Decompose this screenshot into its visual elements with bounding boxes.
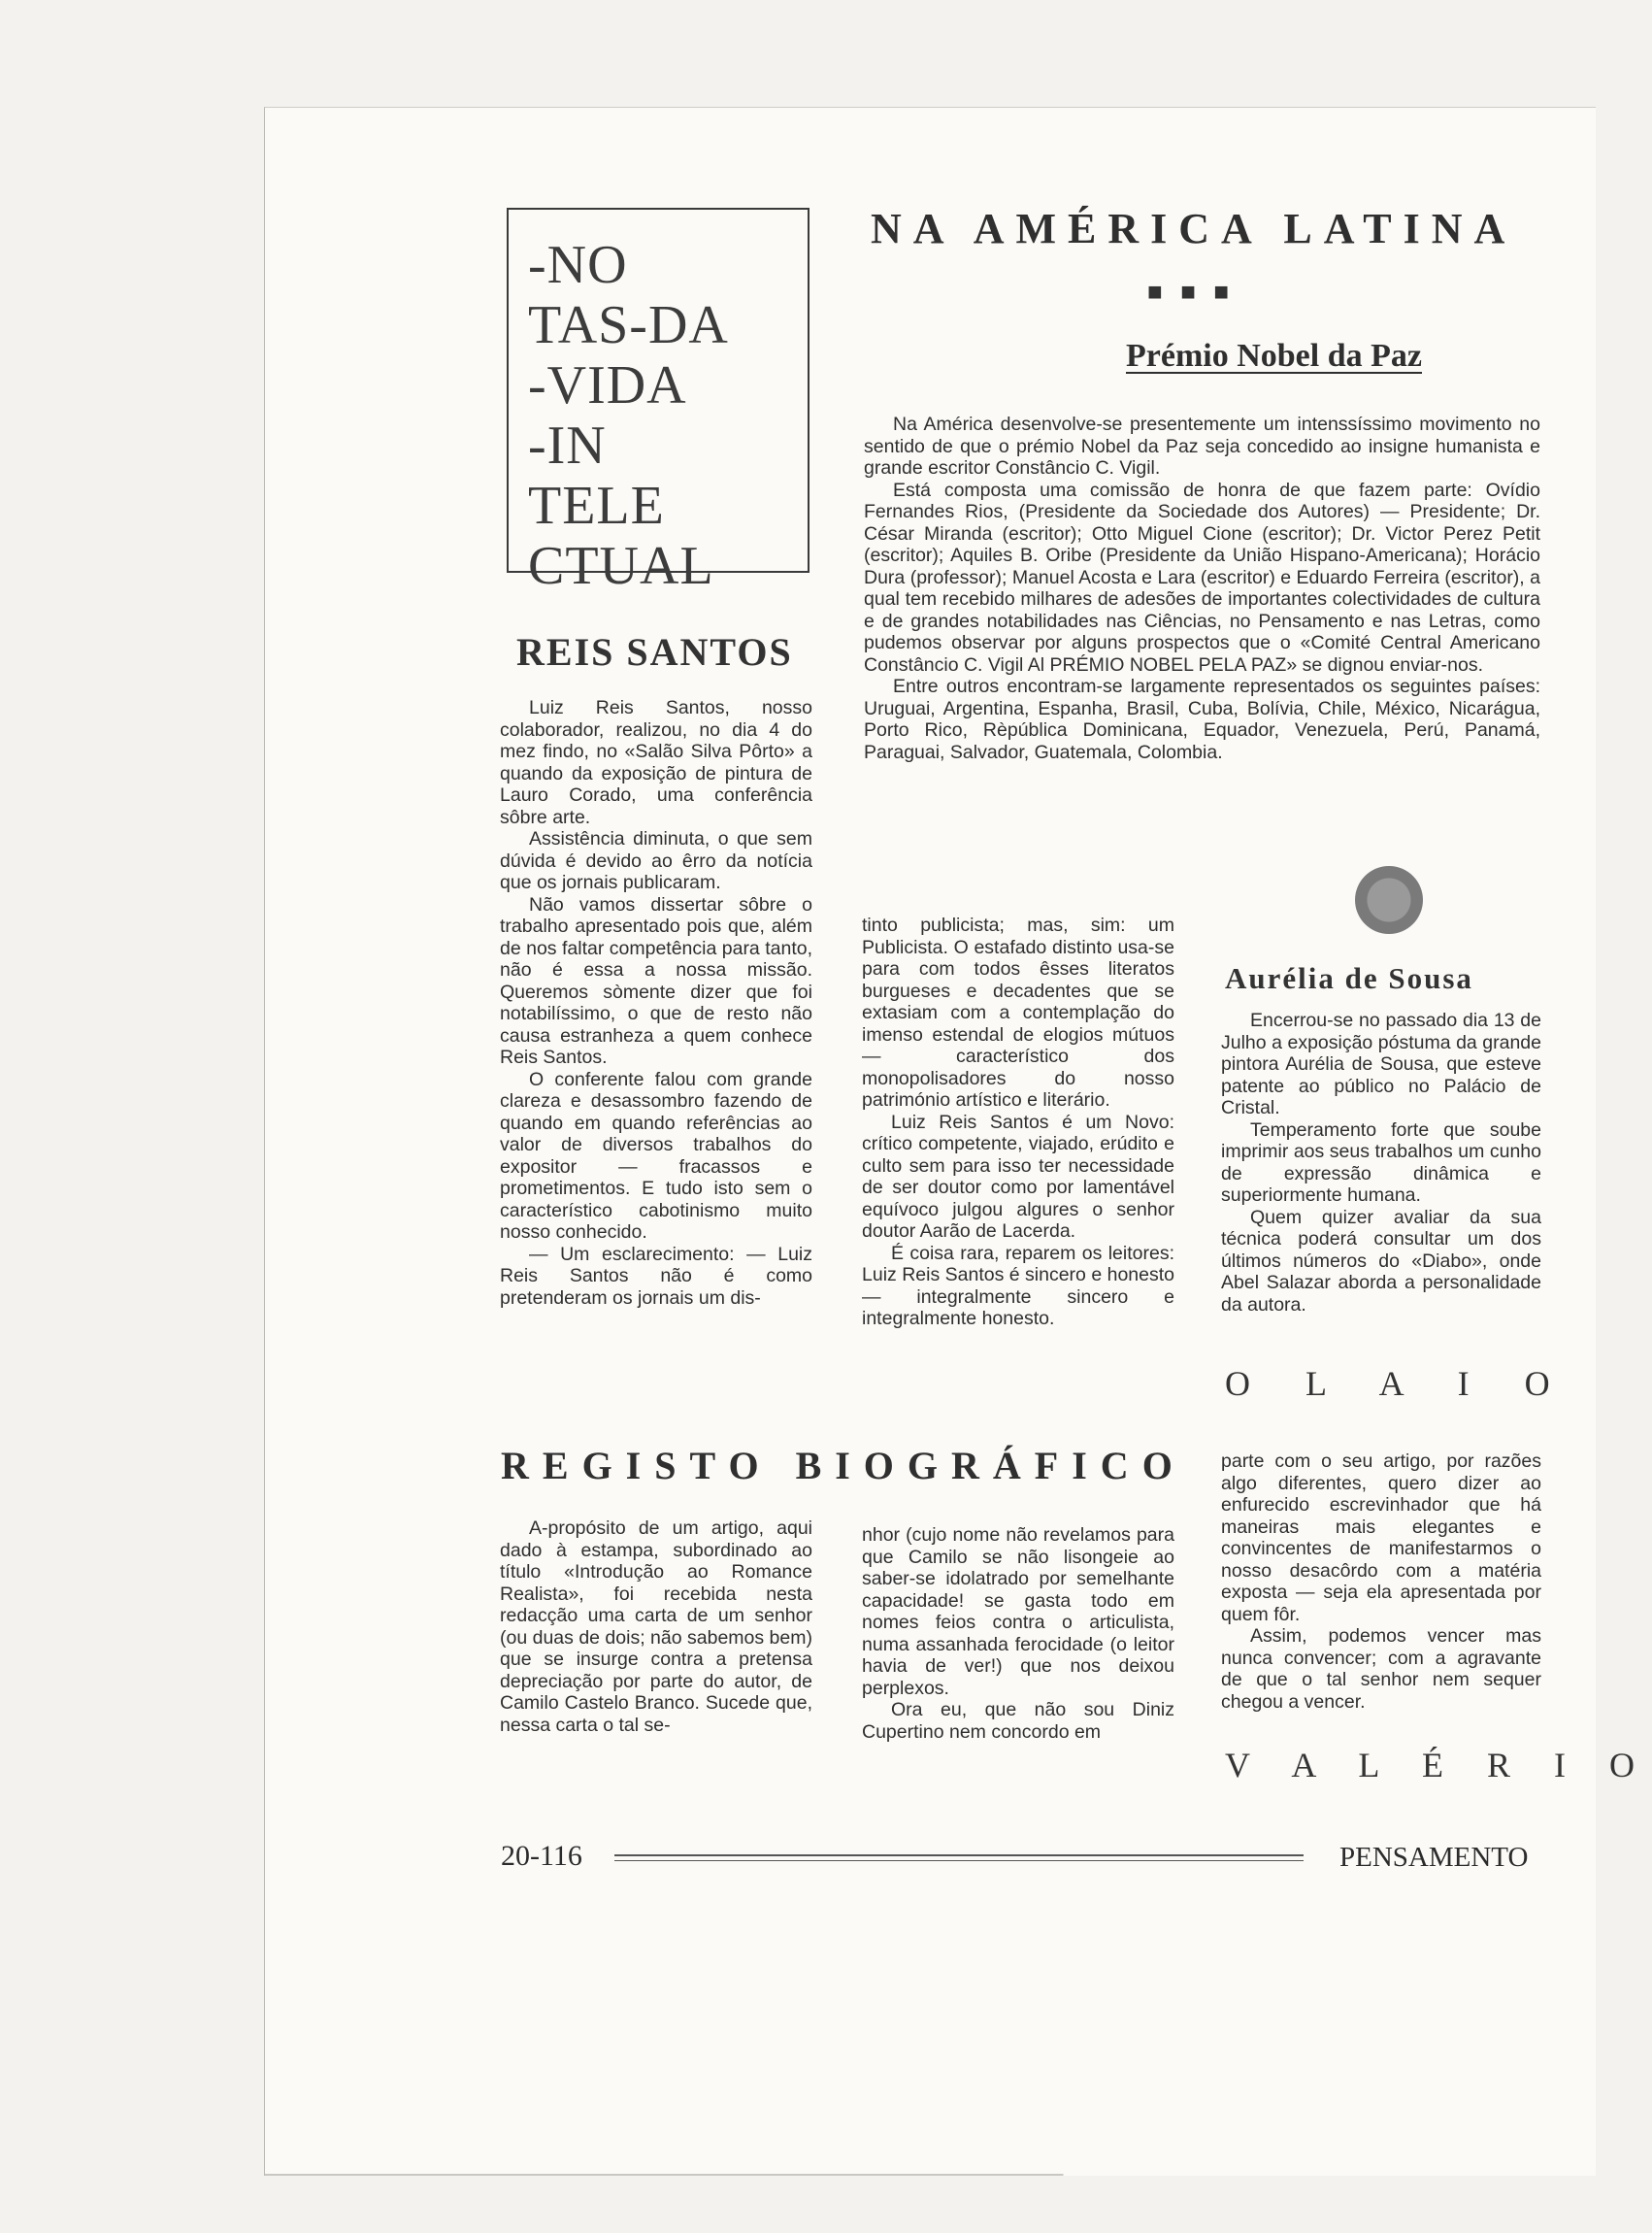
column-title-box: [507, 208, 809, 596]
reis-santos-column-1: [500, 697, 812, 1309]
paragraph: Entre outros encontram-se largamente representados os seguintes países: Uruguai, Argentina, Espanha, Brasil, Cuba, Bolívia, Chile, México, Nicarágua, Porto Rico, Rèpública Dominicana, Equador, Venezuela, Perú, Panamá, Paraguai, Salvador, Guatemala, Colombia.: [864, 676, 1540, 763]
paragraph: A-propósito de um artigo, aqui dado à estampa, subordinado ao título «Introdução ao Romance Realista», foi recebida nesta redacção uma carta de um senhor (ou duas de dois; não sabemos bem) que se insurge contra a pretensa depreciação por parte do autor, de Camilo Castelo Branco. Sucede que, nessa carta o tal se-: [500, 1517, 812, 1736]
column-title-line: -IN: [528, 416, 607, 476]
paragraph: Temperamento forte que soube imprimir aos seus trabalhos um cunho de expressão dinâmica e superiormente humana.: [1221, 1118, 1541, 1206]
circle-ornament: [1355, 866, 1423, 934]
registo-column-1: [500, 1517, 812, 1736]
paragraph: Encerrou-se no passado dia 13 de Julho a exposição póstuma da grande pintora Aurélia de Sousa, que esteve patente ao público no Palácio de Cristal.: [1221, 1010, 1541, 1118]
america-latina-body: [864, 414, 1540, 763]
aurelia-heading: Aurélia de Sousa: [1225, 961, 1473, 995]
paragraph: Ora eu, que não sou Diniz Cupertino nem concordo em: [862, 1699, 1174, 1743]
paragraph: Está composta uma comissão de honra de que fazem parte: Ovídio Fernandes Rios, (Presidente da Sociedade dos Autores) — Presidente; Dr. César Miranda (escritor); Otto Miguel Cione (escritor); Dr. Victor Perez Petit (escritor); Aquiles B. Oribe (Presidente da União Hispano-Americana); Horácio Dura (professor); Manuel Acosta e Lara (escritor) e Eduardo Ferreira (escritor), a qual tem recebido milhares de adesões de importantes colectividades de cultura e de grandes notabilidades nas Ciências, no Pensamento e nas Letras, como pudemos observar por alguns prospectos que o «Comité Central Americano Constâncio C. Vigil Al PRÉMIO NOBEL PELA PAZ» se dignou enviar-nos.: [864, 479, 1540, 676]
nobel-subtitle: Prémio Nobel da Paz: [1126, 338, 1422, 374]
column-title-line: -NO: [528, 235, 628, 295]
registo-column-3: [1221, 1450, 1541, 1713]
magazine-name: PENSAMENTO: [1339, 1842, 1529, 1873]
column-title-line: TAS-DA: [528, 295, 729, 355]
registo-column-2: [862, 1524, 1174, 1743]
aurelia-body: [1221, 1010, 1541, 1316]
registo-title: REGISTO BIOGRÁFICO: [501, 1444, 1186, 1487]
paragraph: parte com o seu artigo, por razões algo diferentes, quero dizer ao enfurecido escrevinhador que há maneiras mais elegantes e convincentes de manifestarmos o nosso desacôrdo com a matéria exposta — seja ela apresentada por quem fôr.: [1221, 1450, 1541, 1625]
column-title-line: -VIDA: [528, 355, 687, 416]
valerio-signature: V A L É R I O: [1225, 1746, 1652, 1784]
paragraph: Quem quizer avaliar da sua técnica poderá consultar um dos últimos números do «Diabo», onde Abel Salazar aborda a personalidade da autora.: [1221, 1206, 1541, 1316]
america-latina-title: NA AMÉRICA LATINA: [871, 205, 1517, 252]
footer-rule: [614, 1854, 1304, 1861]
column-title-line: CTUAL: [528, 536, 714, 596]
paragraph: nhor (cujo nome não revelamos para que Camilo se não lisongeie ao saber-se idolatrado por semelhante capacidade! se gasta todo em nomes feios contra o articulista, numa assanhada ferocidade (o leitor havia de ver!) que nos deixou perplexos.: [862, 1524, 1174, 1699]
paragraph: É coisa rara, reparem os leitores: Luiz Reis Santos é sincero e honesto — integralmente sincero e integralmente honesto.: [862, 1242, 1174, 1329]
reis-santos-column-2: [862, 915, 1174, 1330]
paragraph: Assistência diminuta, o que sem dúvida é devido ao êrro da notícia que os jornais publicaram.: [500, 828, 812, 893]
paragraph: Assim, podemos vencer mas nunca convencer; com a agravante de que o tal senhor nem sequer chegou a vencer.: [1221, 1625, 1541, 1713]
page-number: 20-116: [501, 1840, 582, 1872]
reis-santos-heading: REIS SANTOS: [516, 630, 793, 674]
paragraph: Na América desenvolve-se presentemente um intenssíssimo movimento no sentido de que o prémio Nobel da Paz seja concedido ao insigne humanista e grande escritor Constâncio C. Vigil.: [864, 414, 1540, 479]
paragraph: tinto publicista; mas, sim: um Publicista. O estafado distinto usa-se para com todos êsses literatos burgueses e decadentes que se extasiam com a contemplação do imenso estendal de elogios mútuos — característico dos monopolisadores do nosso património artístico e literário.: [862, 915, 1174, 1111]
paragraph: Luiz Reis Santos é um Novo: crítico competente, viajado, erúdito e culto sem para isso ter necessidade de ser doutor como por lamentável equívoco julgou algures o senhor doutor Aarão de Lacerda.: [862, 1111, 1174, 1242]
paragraph: — Um esclarecimento: — Luiz Reis Santos não é como pretenderam os jornais um dis-: [500, 1243, 812, 1309]
paragraph: O conferente falou com grande clareza e desassombro fazendo de quando em quando referências ao valor de diversos trabalhos do expositor — fracassos e prometimentos. E tudo isto sem o característico cabotinismo muito nosso conhecido.: [500, 1068, 812, 1243]
ornament: ■ ■ ■: [1147, 278, 1236, 306]
paragraph: Luiz Reis Santos, nosso colaborador, realizou, no dia 4 do mez findo, no «Salão Silva Pôrto» a quando da exposição de pintura de Lauro Corado, uma conferência sôbre arte.: [500, 697, 812, 828]
column-title-line: TELE: [528, 476, 665, 536]
paragraph: Não vamos dissertar sôbre o trabalho apresentado pois que, além de nos faltar competência para tanto, não é essa a nossa missão. Queremos sòmente dizer que foi notabilíssimo, o que de resto não causa estranheza a quem conhece Reis Santos.: [500, 893, 812, 1068]
olaio-signature: O L A I O: [1225, 1364, 1573, 1403]
column-title: [509, 210, 808, 596]
